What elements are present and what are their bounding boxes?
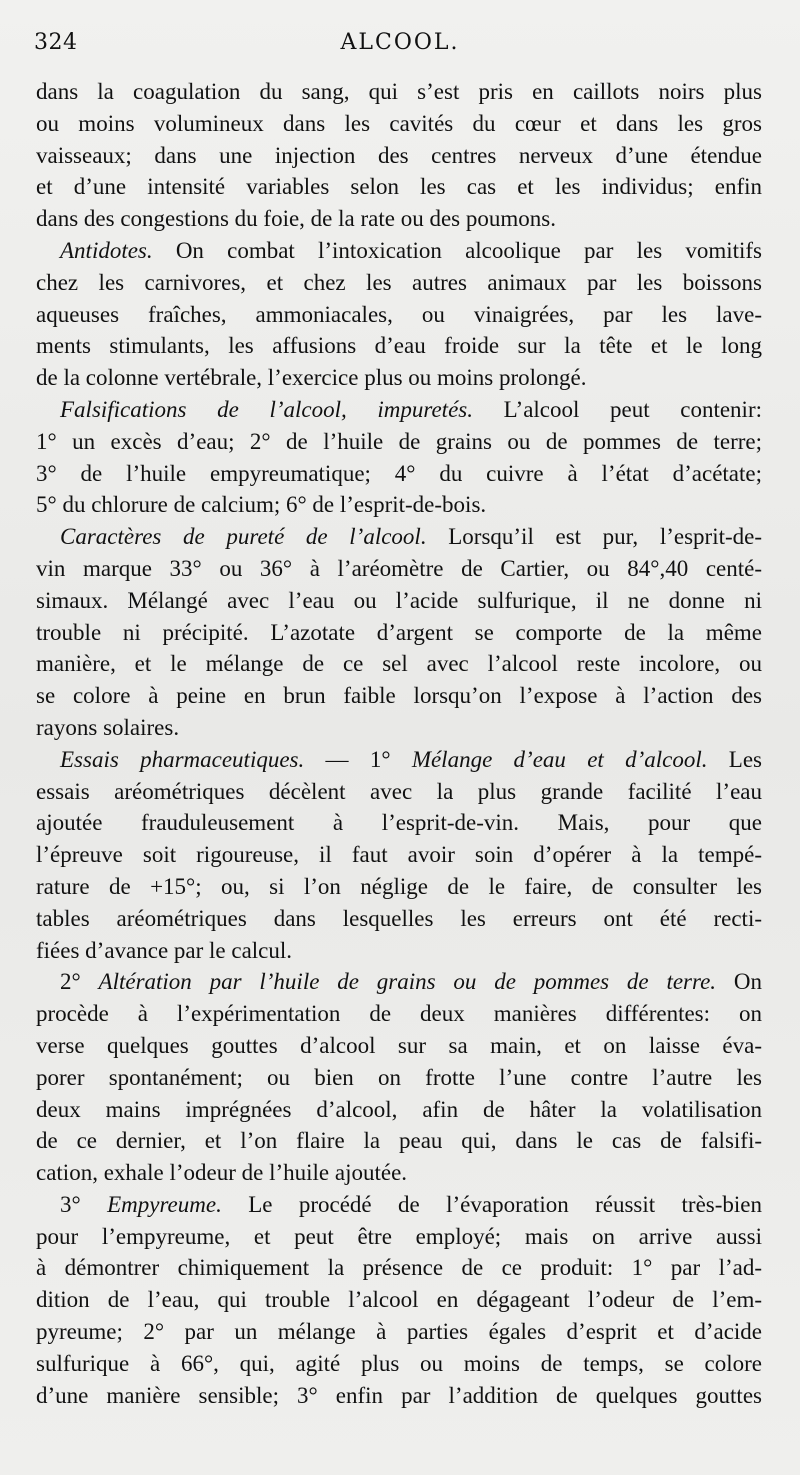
body-text	[36, 76, 762, 1411]
paragraph	[36, 76, 762, 235]
text-line: ajoutée frauduleusement à l’esprit-de-vin. Mais, pour que	[36, 810, 762, 836]
text-line: rature de +15°; ou, si l’on néglige de le faire, de consulter les	[36, 873, 762, 899]
running-title: ALCOOL.	[340, 30, 460, 55]
text-line: de ce dernier, et l’on flaire la peau qui, dans le cas de falsifi-	[36, 1128, 762, 1154]
page-number: 324	[34, 30, 78, 55]
text-line: 3° Empyreume. Le procédé de l’évaporation réussit très-bien	[60, 1191, 762, 1217]
text-line: d’une manière sensible; 3° enfin par l’addition de quelques gouttes	[36, 1382, 762, 1408]
section-label: Caractères de pureté de l’alcool.	[60, 524, 427, 550]
text-line: rayons solaires.	[36, 714, 180, 740]
text-line: pyreume; 2° par un mélange à parties égales d’esprit et d’acide	[36, 1319, 762, 1345]
text-line: Antidotes. On combat l’intoxication alcoolique par les vomitifs	[60, 237, 762, 263]
text-line: verse quelques gouttes d’alcool sur sa main, et on laisse éva-	[36, 1032, 762, 1058]
text-line: Falsifications de l’alcool, impuretés. L’alcool peut contenir:	[60, 396, 762, 422]
paragraph	[36, 966, 762, 1189]
text-line: se colore à peine en brun faible lorsqu’on l’expose à l’action des	[36, 683, 762, 709]
text-line: chez les carnivores, et chez les autres animaux par les boissons	[36, 269, 762, 295]
section-label: Falsifications de l’alcool, impuretés.	[60, 396, 473, 422]
text-line: procède à l’expérimentation de deux manières différentes: on	[36, 1001, 762, 1027]
text-line: 3° de l’huile empyreumatique; 4° du cuivre à l’état d’acétate;	[36, 460, 762, 486]
text-line: pour l’empyreume, et peut être employé; mais on arrive aussi	[36, 1223, 762, 1249]
text-line: 1° un excès d’eau; 2° de l’huile de grains ou de pommes de terre;	[36, 428, 762, 454]
text-line: 2° Altération par l’huile de grains ou de pommes de terre. On	[60, 969, 762, 995]
text-line: Caractères de pureté de l’alcool. Lorsqu’il est pur, l’esprit-de-	[60, 524, 762, 550]
text-line: ou moins volumineux dans les cavités du cœur et dans les gros	[36, 110, 762, 136]
text-line: dans la coagulation du sang, qui s’est pris en caillots noirs plus	[36, 79, 762, 104]
text-line: deux mains imprégnées d’alcool, afin de hâter la volatilisation	[36, 1096, 762, 1122]
text-line: 5° du chlorure de calcium; 6° de l’esprit-de-bois.	[36, 492, 487, 518]
text-line: porer spontanément; ou bien on frotte l’une contre l’autre les	[36, 1064, 762, 1090]
subsection-label: Empyreume.	[107, 1191, 222, 1217]
text-line: simaux. Mélangé avec l’eau ou l’acide sulfurique, il ne donne ni	[36, 587, 762, 613]
section-label: Essais pharmaceutiques.	[60, 746, 305, 772]
subsection-label: Altération par l’huile de grains ou de pommes de terre.	[98, 969, 717, 995]
text-line: trouble ni précipité. L’azotate d’argent se comporte de la même	[36, 619, 762, 645]
text-line: Essais pharmaceutiques. — 1° Mélange d’eau et d’alcool. Les	[60, 746, 762, 772]
text-line: l’épreuve soit rigoureuse, il faut avoir soin d’opérer à la tempé-	[36, 842, 762, 868]
subsection-label: Mélange d’eau et d’alcool.	[411, 746, 708, 772]
text-line: sulfurique à 66°, qui, agité plus ou moins de temps, se colore	[36, 1350, 762, 1376]
text-line: manière, et le mélange de ce sel avec l’alcool reste incolore, ou	[36, 651, 762, 677]
text-line: dition de l’eau, qui trouble l’alcool en dégageant l’odeur de l’em-	[36, 1287, 762, 1313]
paragraph	[36, 1189, 762, 1412]
paragraph	[36, 744, 762, 967]
text-line: ments stimulants, les affusions d’eau froide sur la tête et le long	[36, 333, 762, 359]
page-header	[30, 30, 770, 64]
text-line: et d’une intensité variables selon les cas et les individus; enfin	[36, 174, 762, 200]
text-line: essais aréométriques décèlent avec la plus grande facilité l’eau	[36, 778, 762, 804]
text-line: à démontrer chimiquement la présence de ce produit: 1° par l’ad-	[36, 1255, 762, 1281]
text-line: cation, exhale l’odeur de l’huile ajoutée.	[36, 1160, 408, 1186]
paragraph	[36, 521, 762, 744]
text-line: vin marque 33° ou 36° à l’aréomètre de Cartier, ou 84°,40 centé-	[36, 555, 762, 581]
paragraph	[36, 235, 762, 394]
text-line: dans des congestions du foie, de la rate ou des poumons.	[36, 206, 556, 232]
text-line: tables aréométriques dans lesquelles les erreurs ont été recti-	[36, 905, 762, 931]
text-line: de la colonne vertébrale, l’exercice plus ou moins prolongé.	[36, 365, 587, 391]
section-label: Antidotes.	[60, 237, 153, 263]
paragraph	[36, 394, 762, 521]
text-line: fiées d’avance par le calcul.	[36, 937, 293, 963]
text-line: vaisseaux; dans une injection des centres nerveux d’une étendue	[36, 142, 762, 168]
text-line: aqueuses fraîches, ammoniacales, ou vinaigrées, par les lave-	[36, 301, 762, 327]
